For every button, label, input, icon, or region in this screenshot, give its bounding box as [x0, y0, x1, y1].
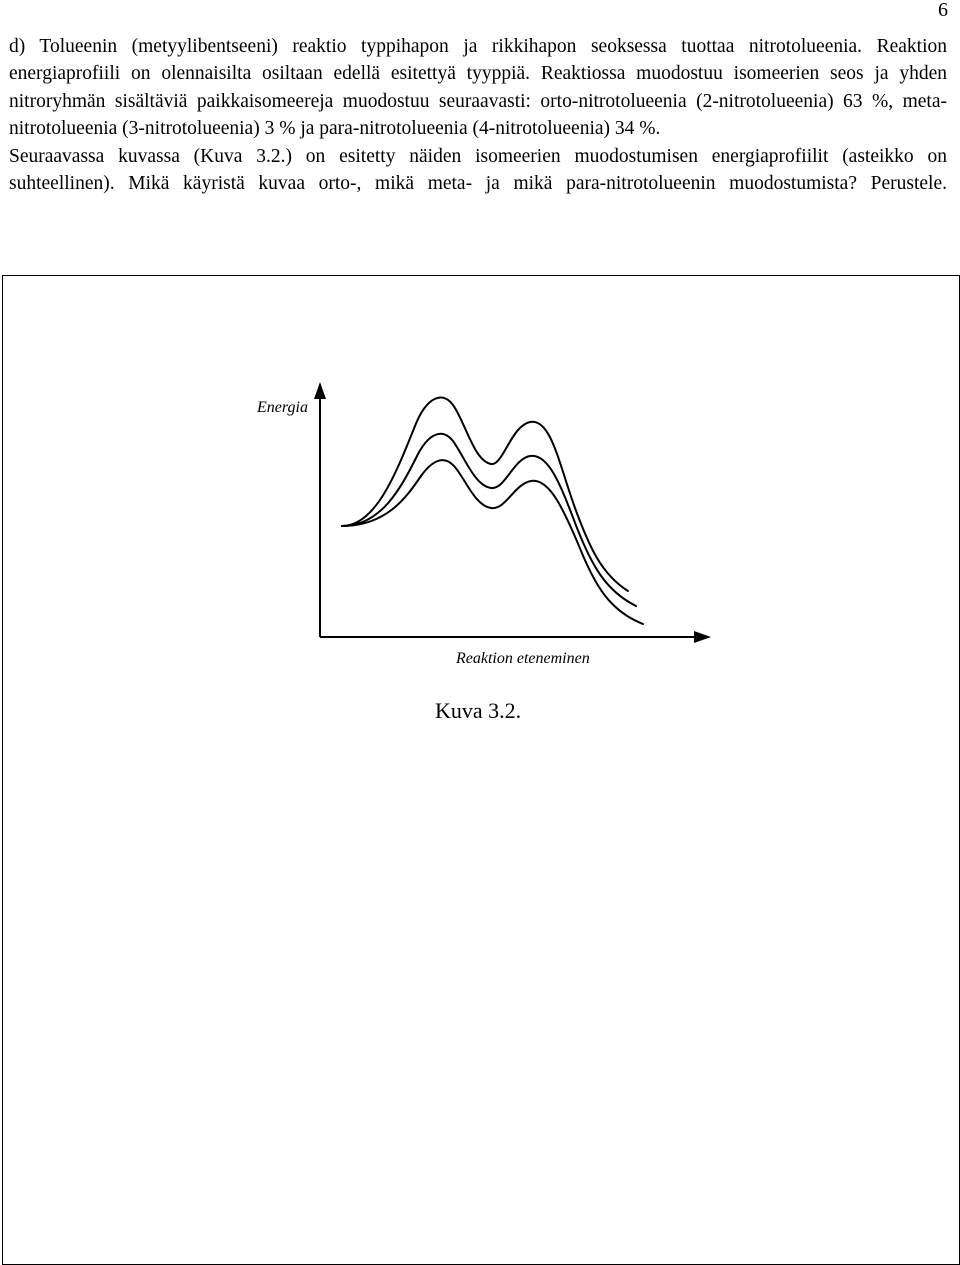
- y-axis-label: Energia: [257, 399, 308, 416]
- energy-curve-middle: [342, 434, 636, 606]
- energy-profile-diagram: [3, 276, 959, 1264]
- figure-frame: [2, 275, 960, 1265]
- energy-curve-bottom: [342, 460, 643, 624]
- axes: [320, 394, 698, 637]
- question-paragraph-2: Seuraavassa kuvassa (Kuva 3.2.) on esitetty näiden isomeerien muodostumisen energiaprofiilit (asteikko on suhteellinen). Mikä käyristä kuvaa orto-, mikä meta- ja mikä para-nitrotolueenin muodostumista? Perustele.: [9, 145, 947, 195]
- question-paragraph-1: d) Tolueenin (metyylibentseeni) reaktio typpihapon ja rikkihapon seoksessa tuottaa nitrotolueenia. Reaktion energiaprofiili on olennaisilta osiltaan edellä esitettyä tyyppiä. Reaktiossa muodostuu isomeerien seos ja yhden nitroryhmän sisältäviä paikkaisomeereja muodostuu seuraavasti: orto-nitrotolueenia (2-nitrotolueenia) 63 %, meta-nitrotolueenia (3-nitrotolueenia) 3 % ja para-nitrotolueenia (4-nitrotolueenia) 34 %.: [9, 36, 947, 140]
- x-axis-arrowhead: [694, 631, 711, 643]
- page-number: 6: [938, 0, 948, 21]
- x-axis-label: Reaktion eteneminen: [456, 650, 590, 667]
- y-axis-arrowhead: [314, 382, 326, 399]
- question-text: [9, 33, 947, 197]
- figure-caption: Kuva 3.2.: [435, 698, 522, 723]
